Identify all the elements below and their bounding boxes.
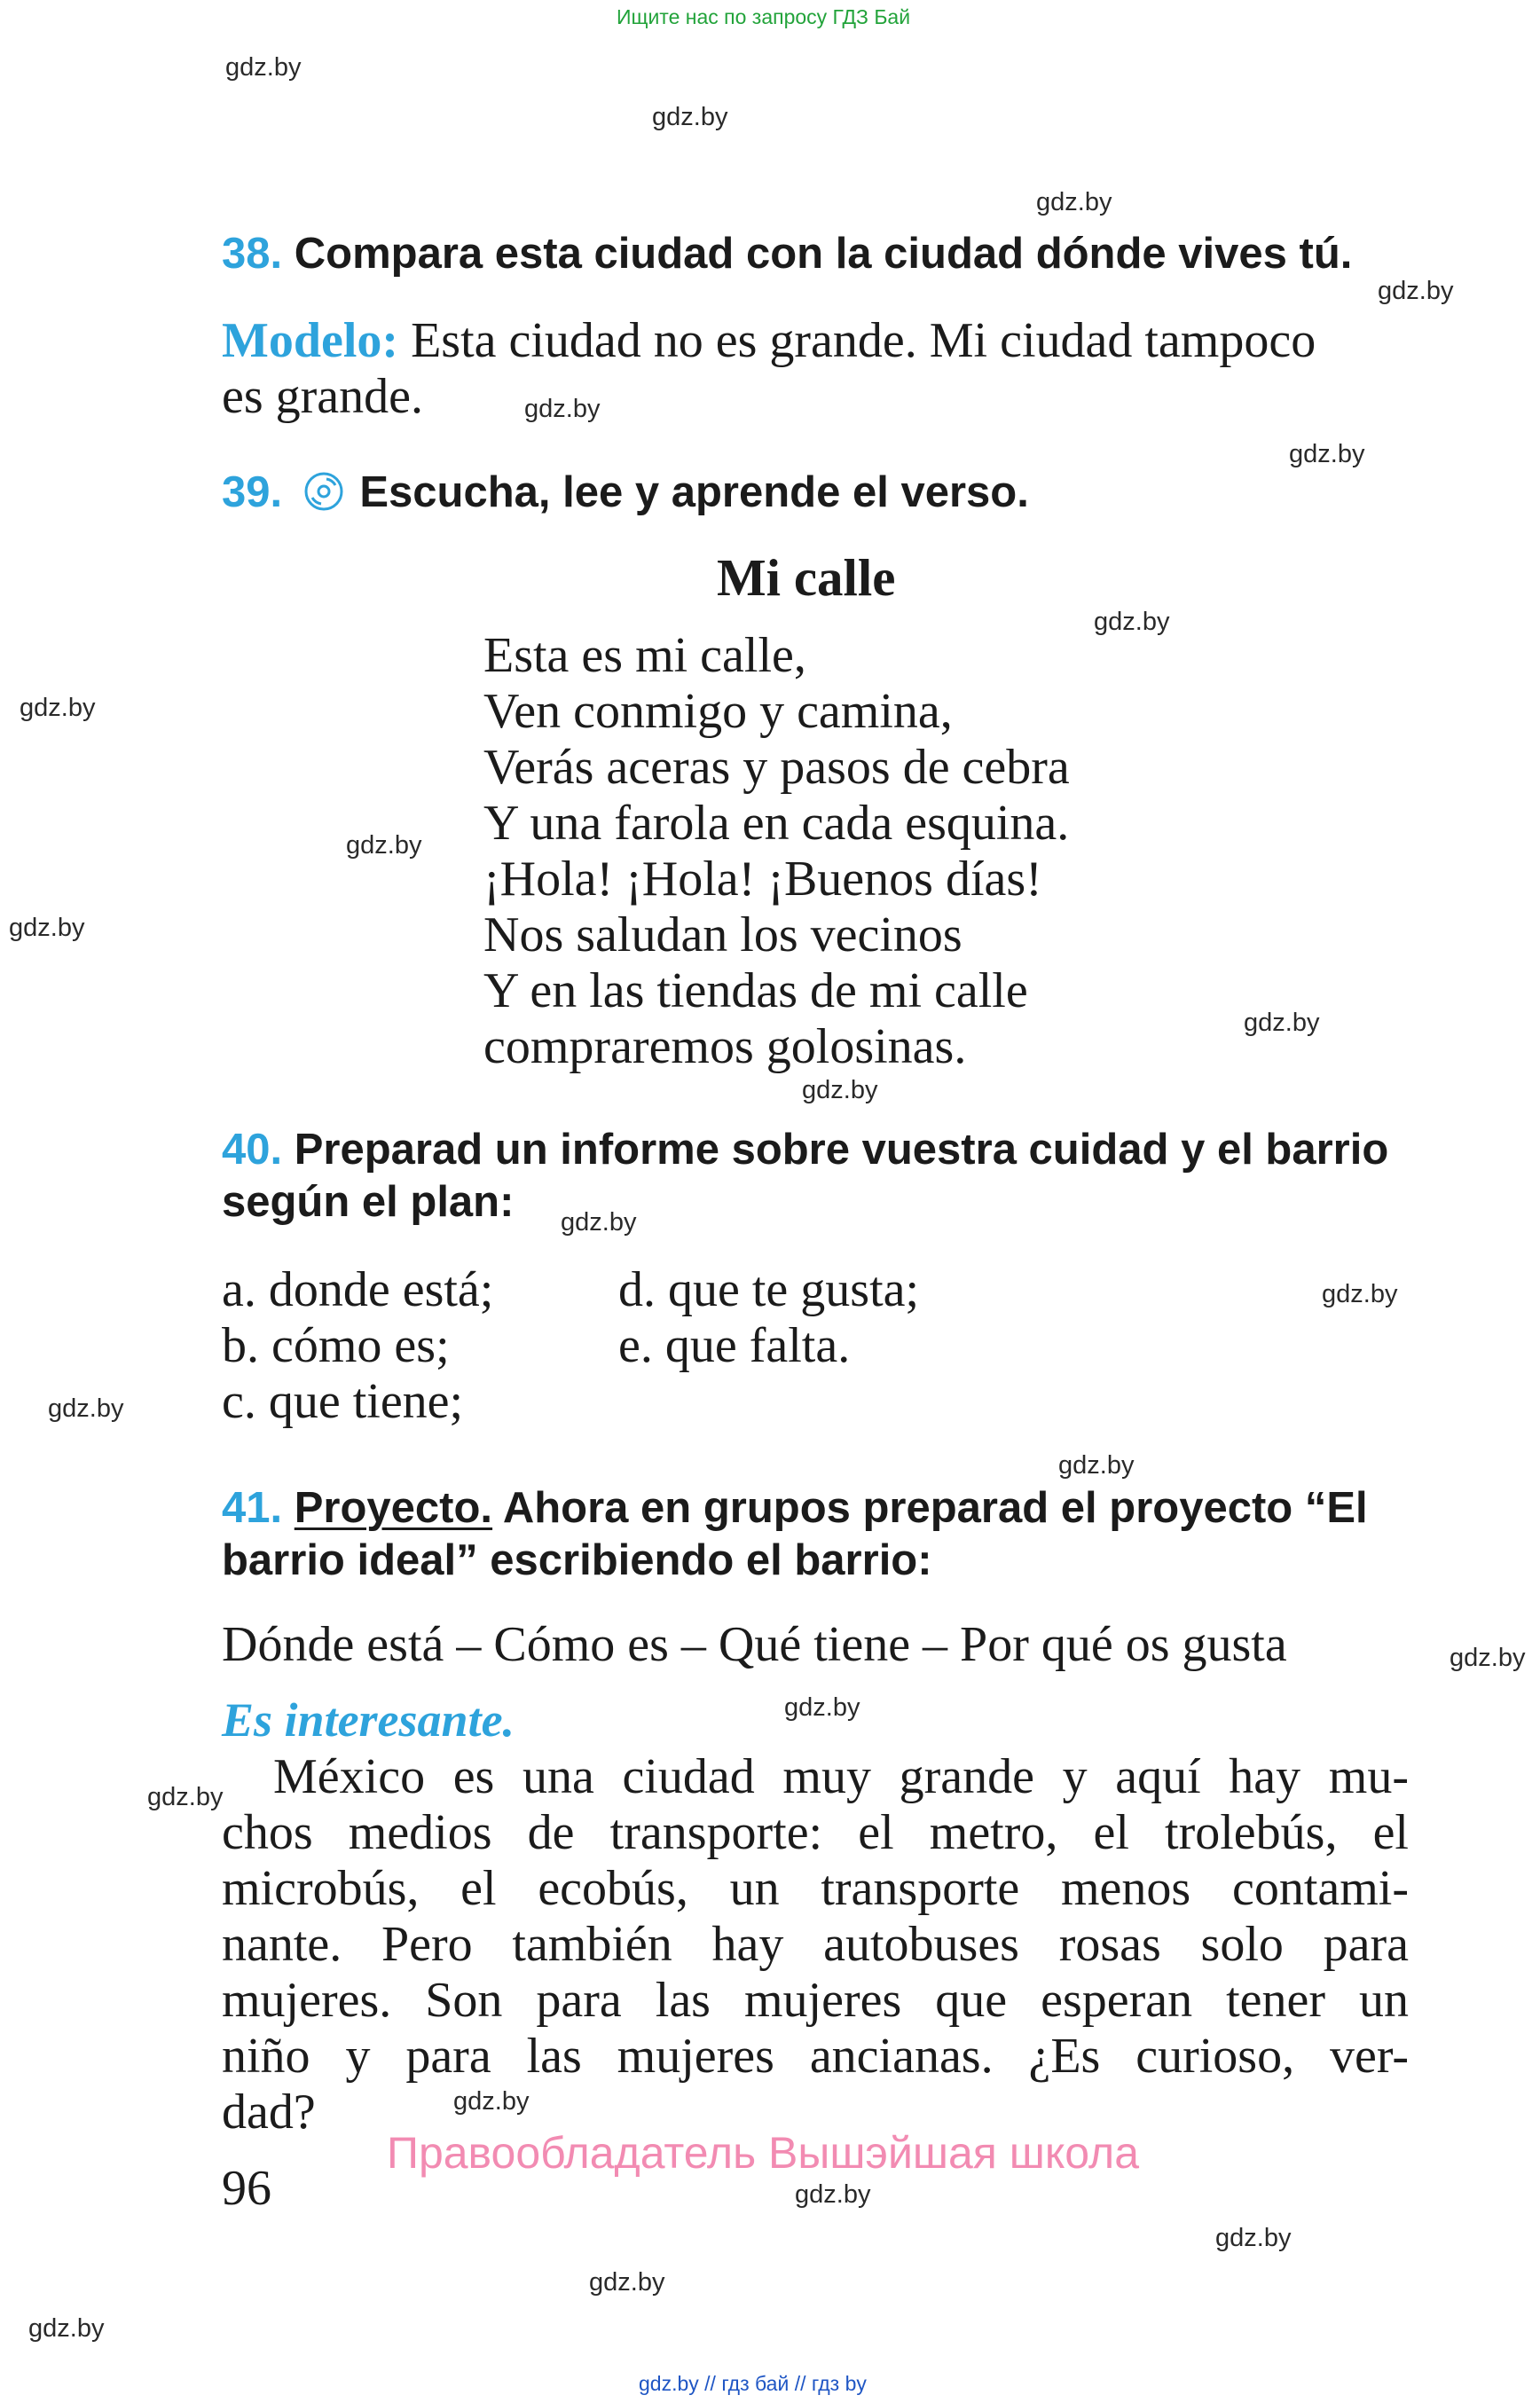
watermark: gdz.by [1244,1009,1320,1037]
paragraph-line: niño y para las mujeres ancianas. ¿Es curioso, ver- [222,2029,1409,2084]
watermark: gdz.by [346,831,422,860]
poem-line: compraremos golosinas. [483,1019,967,1074]
watermark: gdz.by [1450,1644,1526,1672]
watermark: gdz.by [147,1783,224,1811]
paragraph-line: nante. Pero también hay autobuses rosas solo para [222,1917,1409,1972]
paragraph-line: dad? [222,2085,316,2140]
watermark: gdz.by [652,103,728,131]
poem-line: Y una farola en cada esquina. [483,796,1070,851]
exercise-39-heading [222,467,1029,517]
watermark: gdz.by [1058,1451,1135,1480]
paragraph-line: mujeres. Son para las mujeres que esperan tener un [222,1973,1409,2028]
bottom-links[interactable]: gdz.by // гдз бай // гдз by [639,2372,867,2395]
exercise-number: 41. [222,1484,283,1532]
poem-line: Esta es mi calle, [483,628,806,683]
watermark: gdz.by [1378,277,1454,305]
paragraph-line: microbús, el ecobús, un transporte menos contami- [222,1861,1409,1916]
exercise-number: 39. [222,468,283,516]
watermark: gdz.by [1036,188,1112,216]
poem-line: Y en las tiendas de mi calle [483,963,1028,1018]
exercise-number: 40. [222,1126,283,1174]
watermark: gdz.by [802,1076,878,1104]
exercise-instruction: Ahora en grupos preparad el proyecto “El [502,1484,1368,1532]
watermark: gdz.by [48,1394,124,1423]
watermark: gdz.by [1215,2224,1292,2252]
plan-item-e: e. que falta. [618,1318,851,1373]
plan-item-b: b. cómo es; [222,1318,450,1373]
exercise-instruction: Escucha, lee y aprende el verso. [359,468,1029,516]
poem-title: Mi calle [717,548,896,607]
interesting-heading: Es interesante. [222,1693,515,1747]
copyright-notice: Правообладатель Вышэйшая школа [387,2128,1139,2178]
watermark: gdz.by [795,2180,871,2209]
interesting-paragraph [222,1749,1409,2140]
poem-line: ¡Hola! ¡Hola! ¡Buenos días! [483,852,1042,907]
plan-item-d: d. que te gusta; [618,1262,920,1317]
project-label: Proyecto. [294,1484,493,1532]
exercise-40-heading-line-2: según el plan: [222,1178,515,1226]
paragraph-line: chos medios de transporte: el metro, el trolebús, el [222,1805,1409,1860]
exercise-38-heading [222,229,1352,279]
page-number: 96 [222,2161,271,2216]
watermark: gdz.by [784,1693,860,1722]
watermark: gdz.by [1289,440,1365,468]
exercise-40-heading [222,1125,1388,1174]
model-line-2: es grande. [222,369,424,424]
exercise-number: 38. [222,230,283,278]
search-hint: Ищите нас по запросу ГДЗ Бай [617,5,911,28]
watermark: gdz.by [589,2268,665,2297]
project-topics: Dónde está – Cómo es – Qué tiene – Por qué os gusta [222,1617,1287,1672]
exercise-41-heading-line-2: barrio ideal” escribiendo el barrio: [222,1536,932,1584]
audio-cd-icon [303,471,344,512]
model-line-1 [222,312,1316,369]
exercise-instruction: Preparad un informe sobre vuestra cuidad y el barrio [294,1126,1389,1174]
watermark: gdz.by [9,914,85,942]
watermark: gdz.by [524,395,601,423]
watermark: gdz.by [453,2087,530,2116]
watermark: gdz.by [225,53,302,82]
watermark: gdz.by [1322,1280,1398,1308]
watermark: gdz.by [1094,608,1170,636]
plan-item-c: c. que tiene; [222,1374,464,1429]
plan-item-a: a. donde está; [222,1262,494,1317]
poem-line: Verás aceras y pasos de cebra [483,740,1070,795]
watermark: gdz.by [561,1208,637,1237]
model-label: Modelo: [222,313,399,368]
model-text: Esta ciudad no es grande. Mi ciudad tampoco [411,313,1316,368]
exercise-instruction: Compara esta ciudad con la ciudad dónde vives tú. [294,230,1353,278]
paragraph-line: México es una ciudad muy grande y aquí hay mu- [273,1749,1409,1804]
poem-line: Nos saludan los vecinos [483,907,962,962]
watermark: gdz.by [28,2314,105,2343]
poem-line: Ven conmigo y camina, [483,684,953,739]
exercise-41-heading [222,1483,1368,1533]
watermark: gdz.by [20,694,96,722]
